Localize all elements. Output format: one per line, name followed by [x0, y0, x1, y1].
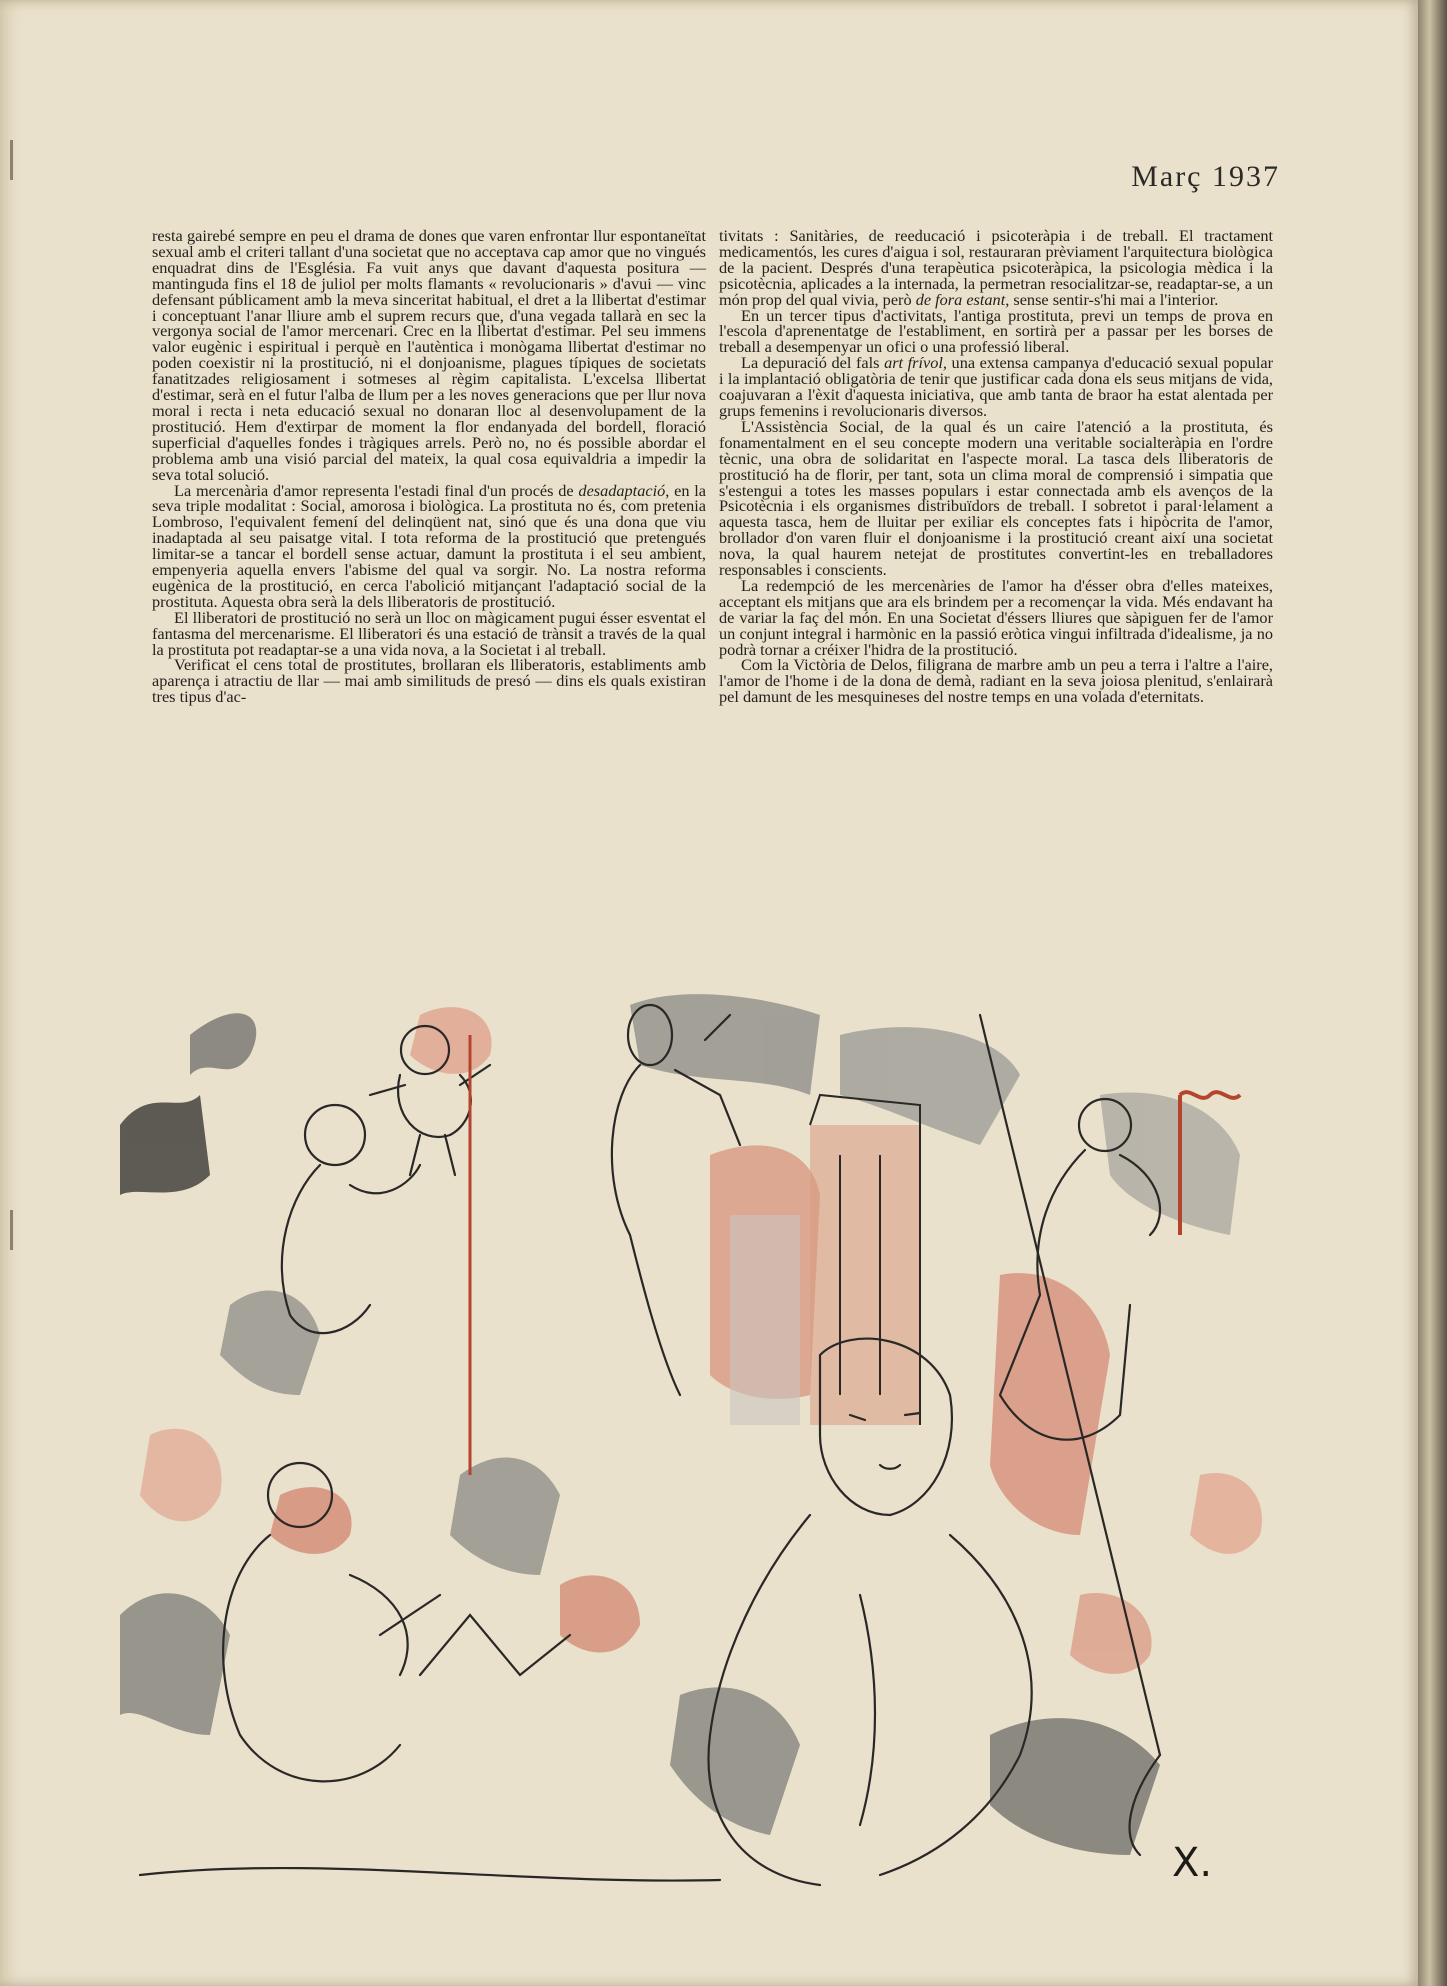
text-column-right: [719, 228, 1273, 705]
emphasis-term: art frívol,: [884, 353, 947, 373]
emphasis-term: de fora estant,: [915, 289, 1010, 309]
paragraph: La redempció de les mercenàries de l'amor ha d'ésser obra d'elles mateixes, acceptant els mitjans que ara els brindem per a recomençar la vida. Més endavant ha de variar la faç del món. En una Societat d'éssers lliures que sàpiguen fer de l'amor un conjunt integral i harmònic en la passió eròtica vingui infiltrada d'idealisme, ja no podrà tornar a créixer l'hidra de la prostitució.: [719, 575, 1273, 659]
artist-signature: X.: [1172, 1840, 1213, 1886]
book-binding: [1418, 0, 1447, 1986]
paragraph: Verificat el cens total de prostitutes, brollaran els lliberatoris, establiments amb aparença i atractiu de llar — mai amb similituds de presó — dins els quals existiran tres tipus d'ac-: [152, 655, 706, 707]
paragraph: resta gairebé sempre en peu el drama de dones que varen enfrontar llur espontaneïtat sexual amb el criteri tallant d'una societat que no acceptava cap amor que no vingués enquadrat dins de l'Església. Fa vuit anys que davant d'aquesta positura — mantinguda fins el 18 de juliol per molts flamants « revolucionaris » d'avui — vinc defensant públicament amb la meva sinceritat habitual, el dret a la llibertat d'estimar i conceptuant l'anar lliure amb el suprem recurs que, d'una vegada tallarà en sec la vergonya social de l'amor mercenari. Crec en la llibertat d'estimar. Pel seu immens valor eugènic i espiritual i perquè en l'autèntica i monògama llibertat d'estimar no poden coexistir ni la prostitució, ni el donjoanisme, plagues típiques de societats fanatitzades religiosament i sotmeses al règim capitalista. L'excelsa llibertat d'estimar, serà en el futur l'alba de llum per a les noves generacions que per llur nova moral i recta i neta educació sexual no donaran lloc al desenvolupament de la prostitució. Hem d'extirpar de moment la flor endanyada del bordell, floració superficial d'aquelles fondes i tràgiques arrels. Però no, no és possible abordar el problema amb una visió parcial del mateix, la qual cosa equivaldria a impedir la seva total solució.: [152, 226, 706, 484]
text-column-left: [152, 228, 706, 705]
paragraph: La mercenària d'amor representa l'estadi final d'un procés de desadaptació, en la seva triple modalitat : Social, amorosa i biològica. La prostituta no és, com pretenia Lombroso, l'equivalent femení del delinqüent nat, sinó que és una dona que viu inadaptada al seu paisatge vital. I tota reforma de la prostitució que pretengués limitar-se a tancar el bordell sense actuar, damunt la prostituta i el seu ambient, empenyeria aquella envers l'abisme del qual va sorgir. No. La nostra reforma eugènica de la prostitució, en cerca l'abolició mitjançant l'adaptació social de la prostituta. Aquesta obra serà la dels lliberatoris de prostitució.: [152, 480, 707, 611]
issue-date: Març 1937: [1131, 160, 1280, 193]
watercolor-illustration: [120, 975, 1300, 1915]
emphasis-term: desadaptació: [578, 480, 666, 500]
paragraph: Com la Victòria de Delos, filigrana de marbre amb un peu a terra i l'altre a l'aire, l'amor de l'home i de la dona de demà, radiant en la seva joiosa plenitud, s'enlairarà pel damunt de les mesquineses del nostre temps en una volada d'eternitats.: [719, 655, 1273, 707]
paragraph: La depuració del fals art frívol, una extensa campanya d'educació sexual popular i la implantació obligatòria de tenir que justificar cada dona els seus mitjans de vida, coajuvaran a l'èxit d'aquesta iniciativa, que amb tanta de braor ha estat alentada per grups femenins i revolucionaris diversos.: [719, 353, 1273, 420]
page-edge-mark: [10, 1210, 13, 1250]
paragraph: En un tercer tipus d'activitats, l'antiga prostituta, previ un temps de prova en l'escola d'aprenentatge de l'establiment, en sortirà per a passar per les borses de treball a desempenyar un ofici o una professió liberal.: [719, 305, 1273, 357]
paragraph: El lliberatori de prostitució no serà un lloc on màgicament pugui ésser esventat el fantasma del mercenarisme. El lliberatori és una estació de trànsit a través de la qual la prostituta pot readaptar-se a una vida nova, a la Societat i al treball.: [152, 607, 706, 659]
page-edge-mark: [10, 140, 13, 180]
paragraph: tivitats : Sanitàries, de reeducació i psicoteràpia i de treball. El tractament medicamentós, les cures d'aigua i sol, restauraran prèviament l'arquitectura biològica de la pacient. Després d'una terapèutica psicoteràpica, la psicologia mèdica i la psicotècnia, aplicades a la internada, la permetran resocialitzar-se, readaptar-se, a un món prop del qual vivia, però de fora estant, sense sentir-s'hi mai a l'interior.: [719, 226, 1273, 309]
paragraph: L'Assistència Social, de la qual és un caire l'atenció a la prostituta, és fonamentalment en el seu concepte modern una veritable socialteràpia en l'ordre tècnic, una obra de solidaritat en l'aspecte moral. La tasca dels lliberatoris de prostitució ha de florir, per tant, sota un clima moral de comprensió i simpatia que s'estengui a totes les masses populars i estar connectada amb els avenços de la Psicotècnia i els organismes distribuïdors de treball. I sobretot i paral·lelament a aquesta tasca, hem de lluitar per exiliar els conceptes fats i hipòcrita de l'amor, brollador d'on varen fluir el donjoanisme i la prostitució creant així una societat nova, la qual haurem netejat de prostitutes convertint-les en treballadores responsables i conscients.: [719, 416, 1273, 580]
building-drawing: [730, 1095, 920, 1425]
